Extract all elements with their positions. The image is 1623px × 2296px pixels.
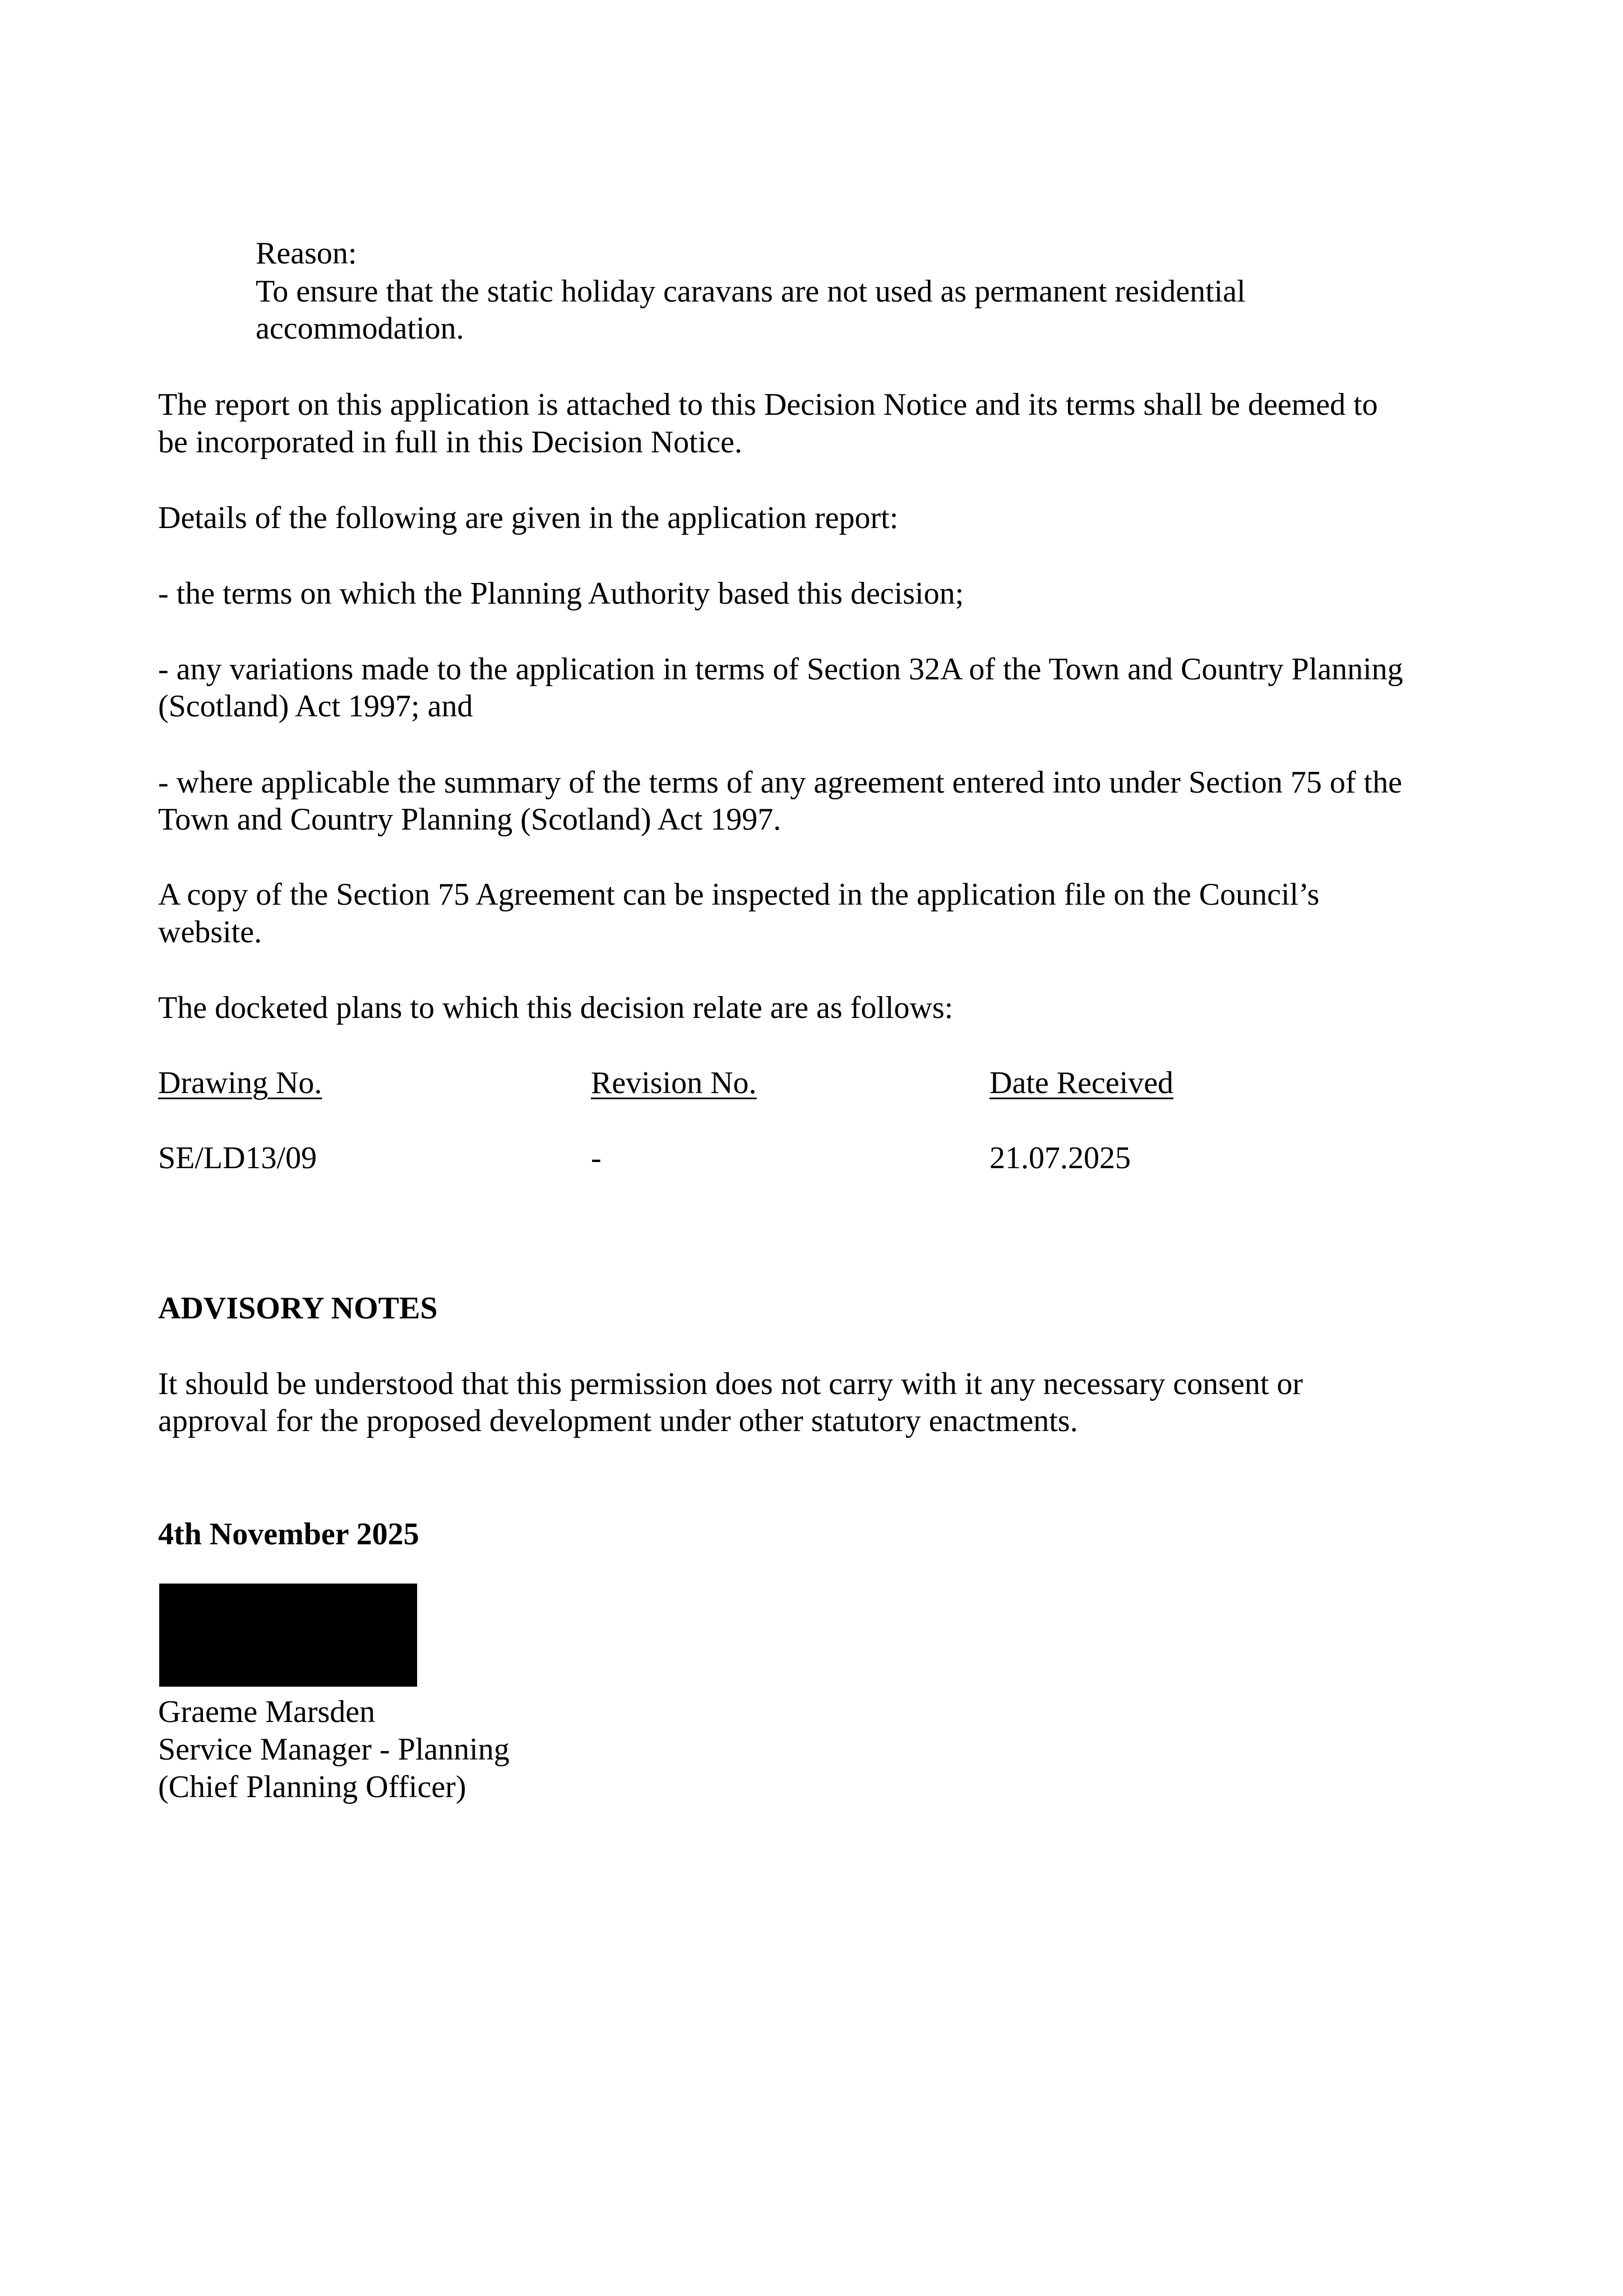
reason-label: Reason: [256, 236, 357, 271]
table-header-revision-no: Revision No. [591, 1066, 757, 1100]
copy-paragraph-line-2: website. [158, 915, 262, 950]
reason-text-line-2: accommodation. [256, 311, 464, 346]
reason-text-line-1: To ensure that the static holiday caravans are not used as permanent residential [256, 274, 1246, 309]
copy-paragraph-line-1: A copy of the Section 75 Agreement can be inspected in the application file on the Council’s [158, 877, 1320, 912]
report-paragraph-line-2: be incorporated in full in this Decision Notice. [158, 425, 742, 460]
advisory-heading: ADVISORY NOTES [158, 1291, 438, 1326]
signatory-role: (Chief Planning Officer) [158, 1770, 466, 1804]
signatory-title: Service Manager - Planning [158, 1732, 510, 1767]
table-cell-drawing-no: SE/LD13/09 [158, 1141, 317, 1175]
details-intro: Details of the following are given in the application report: [158, 501, 899, 535]
bullet-agreement-line-2: Town and Country Planning (Scotland) Act 1997. [158, 802, 782, 837]
decision-date: 4th November 2025 [158, 1517, 419, 1552]
redacted-signature [159, 1584, 417, 1687]
advisory-text-line-1: It should be understood that this permission does not carry with it any necessary consent or [158, 1367, 1303, 1401]
table-header-date-received: Date Received [989, 1066, 1174, 1100]
table-header-drawing-no: Drawing No. [158, 1066, 322, 1100]
bullet-variations-line-1: - any variations made to the application in terms of Section 32A of the Town and Country Planning [158, 652, 1403, 687]
table-cell-revision-no: - [591, 1141, 602, 1175]
advisory-text-line-2: approval for the proposed development under other statutory enactments. [158, 1404, 1078, 1438]
table-cell-date-received: 21.07.2025 [989, 1141, 1131, 1175]
signatory-name: Graeme Marsden [158, 1695, 376, 1729]
bullet-agreement-line-1: - where applicable the summary of the terms of any agreement entered into under Section 75 of the [158, 765, 1402, 800]
report-paragraph-line-1: The report on this application is attached to this Decision Notice and its terms shall be deemed to [158, 387, 1378, 422]
plans-intro: The docketed plans to which this decision relate are as follows: [158, 990, 954, 1025]
bullet-variations-line-2: (Scotland) Act 1997; and [158, 689, 473, 724]
bullet-terms: - the terms on which the Planning Authority based this decision; [158, 576, 964, 611]
